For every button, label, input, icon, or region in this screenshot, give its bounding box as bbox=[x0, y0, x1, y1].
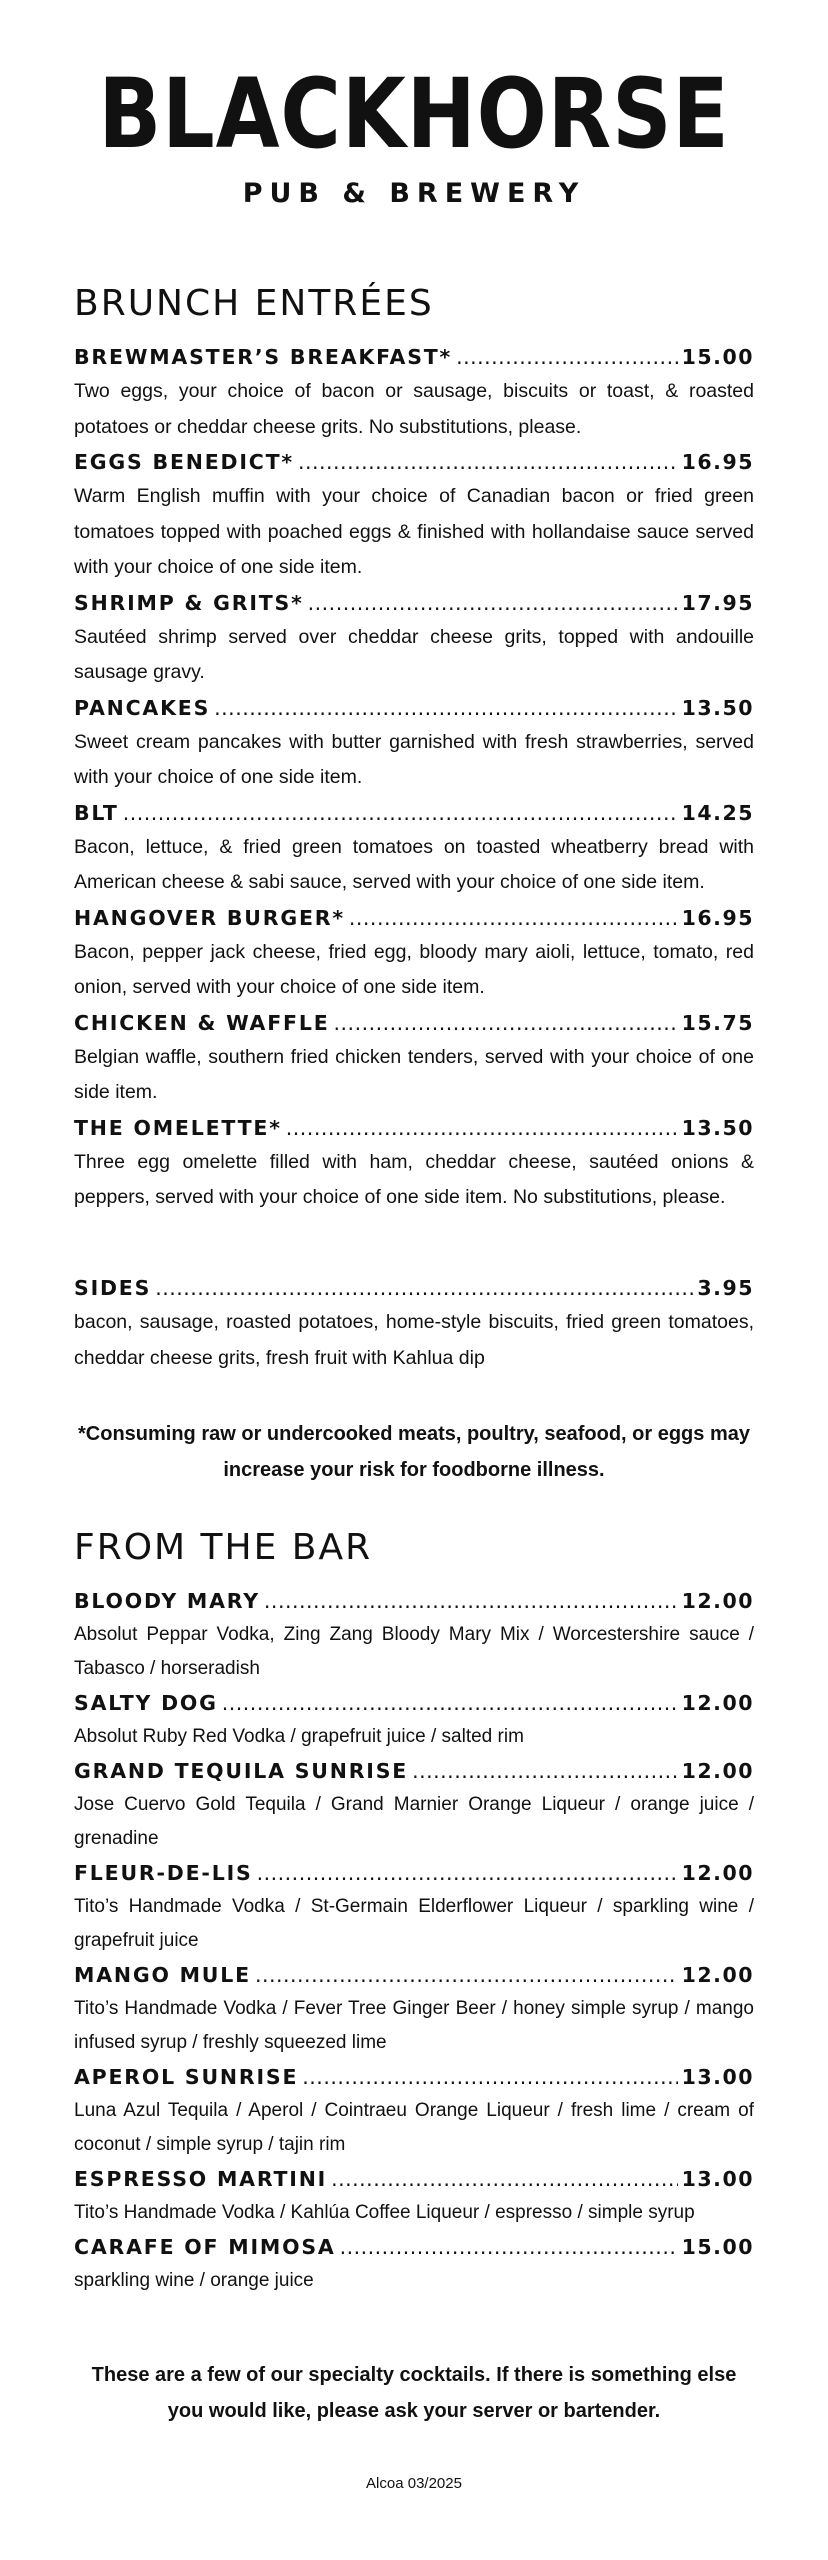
item-description: Absolut Ruby Red Vodka / grapefruit juice / salted rim bbox=[74, 1726, 524, 1747]
brunch-items-list bbox=[74, 340, 754, 1216]
item-price: 15.75 bbox=[681, 1010, 754, 1035]
item-price: 17.95 bbox=[681, 590, 754, 615]
item-description: sparkling wine / orange juice bbox=[74, 2270, 314, 2291]
menu-item bbox=[74, 1111, 754, 1216]
item-price: 12.00 bbox=[681, 1861, 754, 1885]
menu-item bbox=[74, 1584, 754, 1686]
item-name: BLOODY MARY bbox=[74, 1589, 260, 1613]
dot-leader bbox=[123, 796, 678, 830]
dot-leader bbox=[286, 1111, 678, 1145]
item-name: BREWMASTER’S BREAKFAST* bbox=[74, 345, 453, 369]
item-price: 15.00 bbox=[681, 345, 754, 369]
item-description: Sweet cream pancakes with butter garnished with fresh strawberries, served with your choice of one side item. bbox=[74, 730, 754, 788]
item-price: 13.00 bbox=[681, 2065, 754, 2089]
dot-leader bbox=[308, 586, 678, 620]
item-description: bacon, sausage, roasted potatoes, home-style biscuits, fried green tomatoes, cheddar cheese grits, fresh fruit with Kahlua dip bbox=[74, 1311, 754, 1369]
item-price: 12.00 bbox=[681, 1589, 754, 1613]
item-price: 13.50 bbox=[681, 1115, 754, 1140]
closing-note: These are a few of our specialty cocktails. If there is something else you would like, please ask your server or bartender. bbox=[91, 2364, 737, 2422]
menu-item bbox=[74, 586, 754, 691]
menu-item bbox=[74, 445, 754, 586]
menu-item bbox=[74, 2060, 754, 2162]
item-price: 16.95 bbox=[681, 905, 754, 930]
item-price: 12.00 bbox=[681, 1759, 754, 1783]
dot-leader bbox=[349, 901, 678, 935]
menu-item bbox=[74, 901, 754, 1006]
item-description: Absolut Peppar Vodka, Zing Zang Bloody Mary Mix / Worcestershire sauce / Tabasco / horseradish bbox=[74, 1624, 754, 1679]
dot-leader bbox=[334, 1006, 678, 1040]
logo-title: BLACKHORSE bbox=[98, 58, 730, 170]
brunch-section bbox=[74, 283, 754, 1216]
item-price: 13.50 bbox=[681, 695, 754, 720]
item-price: 15.00 bbox=[681, 2235, 754, 2259]
sides-section bbox=[74, 1271, 754, 1376]
item-description: Sautéed shrimp served over cheddar cheese grits, topped with andouille sausage gravy. bbox=[74, 625, 754, 683]
bar-items-list bbox=[74, 1584, 754, 2298]
dot-leader bbox=[155, 1271, 693, 1305]
menu-item bbox=[74, 691, 754, 796]
item-name: SHRIMP & GRITS* bbox=[74, 590, 304, 615]
item-name: FLEUR-DE-LIS bbox=[74, 1861, 253, 1885]
menu-item bbox=[74, 1006, 754, 1111]
dot-leader bbox=[255, 1958, 678, 1992]
item-description: Tito’s Handmade Vodka / St-Germain Elderflower Liqueur / sparkling wine / grapefruit juice bbox=[74, 1896, 754, 1951]
dot-leader bbox=[456, 340, 678, 374]
dot-leader bbox=[222, 1686, 678, 1720]
item-name: ESPRESSO MARTINI bbox=[74, 2167, 328, 2191]
dot-leader bbox=[412, 1754, 678, 1788]
menu-item bbox=[74, 1686, 754, 1754]
item-description: Jose Cuervo Gold Tequila / Grand Marnier Orange Liqueur / orange juice / grenadine bbox=[74, 1794, 754, 1849]
dot-leader bbox=[302, 2060, 677, 2094]
item-description: Belgian waffle, southern fried chicken tenders, served with your choice of one side item. bbox=[74, 1045, 754, 1103]
item-description: Warm English muffin with your choice of Canadian bacon or fried green tomatoes topped with poached eggs & finished with hollandaise sauce served with your choice of one side item. bbox=[74, 485, 754, 578]
item-price: 14.25 bbox=[681, 800, 754, 825]
item-name: EGGS BENEDICT* bbox=[74, 450, 294, 474]
item-price: 16.95 bbox=[681, 450, 754, 474]
item-price: 13.00 bbox=[681, 2167, 754, 2191]
restaurant-logo bbox=[0, 0, 828, 207]
item-name: MANGO MULE bbox=[74, 1963, 251, 1987]
item-price: 12.00 bbox=[681, 1691, 754, 1715]
dot-leader bbox=[257, 1856, 678, 1890]
item-name: GRAND TEQUILA SUNRISE bbox=[74, 1759, 409, 1783]
item-name: SIDES bbox=[74, 1276, 152, 1300]
item-description: Tito’s Handmade Vodka / Kahlúa Coffee Liqueur / espresso / simple syrup bbox=[74, 2202, 695, 2223]
item-description: Bacon, lettuce, & fried green tomatoes on toasted wheatberry bread with American cheese & sabi sauce, served with your choice of one side item. bbox=[74, 835, 754, 893]
menu-item bbox=[74, 340, 754, 445]
menu-item bbox=[74, 796, 754, 901]
menu-item bbox=[74, 1958, 754, 2060]
bar-heading: FROM THE BAR bbox=[74, 1527, 373, 1568]
item-name: BLT bbox=[74, 800, 119, 825]
item-price: 3.95 bbox=[697, 1276, 754, 1300]
dot-leader bbox=[340, 2230, 678, 2264]
item-name: CARAFE OF MIMOSA bbox=[74, 2235, 336, 2259]
item-name: SALTY DOG bbox=[74, 1691, 218, 1715]
item-name: PANCAKES bbox=[74, 695, 211, 720]
item-name: CHICKEN & WAFFLE bbox=[74, 1010, 330, 1035]
menu-item bbox=[74, 2230, 754, 2298]
menu-item-sides bbox=[74, 1271, 754, 1376]
food-safety-warning: *Consuming raw or undercooked meats, poultry, seafood, or eggs may increase your risk for foodborne illness. bbox=[78, 1423, 750, 1481]
menu-item bbox=[74, 1754, 754, 1856]
item-description: Three egg omelette filled with ham, cheddar cheese, sautéed onions & peppers, served with your choice of one side item. No substitutions, please. bbox=[74, 1150, 754, 1208]
item-description: Bacon, pepper jack cheese, fried egg, bloody mary aioli, lettuce, tomato, red onion, served with your choice of one side item. bbox=[74, 940, 754, 998]
item-price: 12.00 bbox=[681, 1963, 754, 1987]
item-name: APEROL SUNRISE bbox=[74, 2065, 299, 2089]
item-description: Luna Azul Tequila / Aperol / Cointraeu Orange Liqueur / fresh lime / cream of coconut / simple syrup / tajin rim bbox=[74, 2100, 754, 2155]
bar-section bbox=[74, 1527, 754, 2298]
item-name: HANGOVER BURGER* bbox=[74, 905, 345, 930]
brunch-heading: BRUNCH ENTRÉES bbox=[74, 283, 434, 324]
footer-code: Alcoa 03/2025 bbox=[366, 2475, 462, 2492]
menu-item bbox=[74, 1856, 754, 1958]
item-name: THE OMELETTE* bbox=[74, 1115, 282, 1140]
menu-item bbox=[74, 2162, 754, 2230]
dot-leader bbox=[214, 691, 678, 725]
item-description: Two eggs, your choice of bacon or sausage, biscuits or toast, & roasted potatoes or cheddar cheese grits. No substitutions, please. bbox=[74, 380, 754, 438]
dot-leader bbox=[331, 2162, 678, 2196]
dot-leader bbox=[298, 445, 678, 479]
item-description: Tito’s Handmade Vodka / Fever Tree Ginger Beer / honey simple syrup / mango infused syrup / freshly squeezed lime bbox=[74, 1998, 754, 2053]
logo-subtitle: PUB & BREWERY bbox=[242, 178, 586, 209]
dot-leader bbox=[264, 1584, 678, 1618]
